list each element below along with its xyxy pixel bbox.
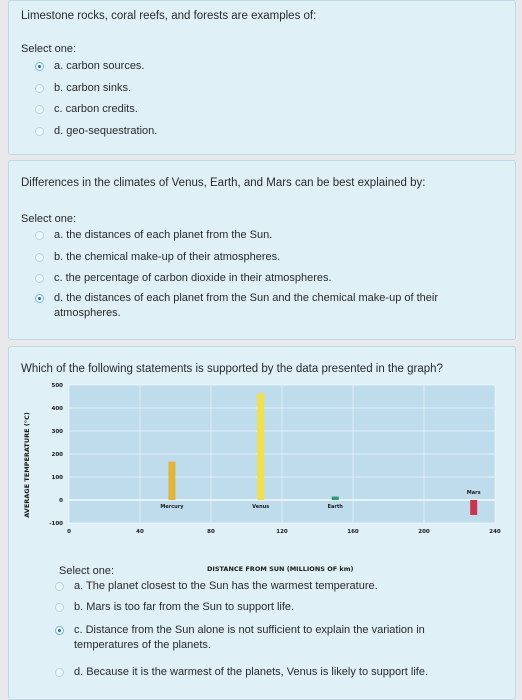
option-label: c. the percentage of carbon dioxide in their atmospheres. <box>54 272 332 284</box>
option-label: d. Because it is the warmest of the planets, Venus is likely to support life. <box>74 666 429 678</box>
radio-button[interactable] <box>35 253 44 262</box>
option-radio[interactable] <box>35 228 474 243</box>
y-axis-label: AVERAGE TEMPERATURE (°C) <box>23 412 31 518</box>
y-tick-label: 300 <box>51 429 63 435</box>
radio-button[interactable] <box>35 62 44 71</box>
question-text: Which of the following statements is supported by the data presented in the graph? <box>21 363 443 375</box>
question-text: Limestone rocks, coral reefs, and forests are examples of: <box>21 10 317 22</box>
select-one-label: Select one: <box>59 565 115 577</box>
data-label-earth: Earth <box>327 504 343 510</box>
radio-button[interactable] <box>35 127 44 136</box>
data-label-mercury: Mercury <box>160 504 184 510</box>
option-label: d. the distances of each planet from the Sun and the chemical make-up of their atmospheres. <box>54 292 439 319</box>
radio-button[interactable] <box>35 294 44 303</box>
x-tick-label: 160 <box>347 529 359 535</box>
bar-mars <box>470 500 477 515</box>
select-one-label: Select one: <box>21 213 77 225</box>
option-label: b. carbon sinks. <box>54 82 132 94</box>
option-radio[interactable] <box>35 250 474 265</box>
option-radio[interactable] <box>55 579 494 594</box>
option-radio[interactable] <box>35 124 474 139</box>
y-tick-label: -100 <box>49 521 63 527</box>
x-tick-label: 40 <box>136 529 144 535</box>
data-label-venus: Venus <box>252 504 270 510</box>
option-label: c. carbon credits. <box>54 103 138 115</box>
y-tick-label: 200 <box>51 452 63 458</box>
x-axis-label: DISTANCE FROM SUN (MILLIONS OF km) <box>207 565 354 573</box>
x-tick-label: 0 <box>67 529 71 535</box>
option-radio[interactable] <box>35 271 474 286</box>
option-label: a. carbon sources. <box>54 60 145 72</box>
radio-button[interactable] <box>55 582 64 591</box>
y-tick-labels <box>49 383 63 527</box>
x-tick-label: 200 <box>418 529 430 535</box>
radio-button[interactable] <box>55 668 64 677</box>
option-radio[interactable] <box>35 81 474 96</box>
x-tick-label: 120 <box>276 529 288 535</box>
option-label: b. the chemical make-up of their atmospheres. <box>54 251 281 263</box>
bar-venus <box>257 393 264 500</box>
question-card-1 <box>8 0 516 155</box>
radio-button[interactable] <box>55 603 64 612</box>
option-radio[interactable] <box>55 623 474 653</box>
radio-button[interactable] <box>35 84 44 93</box>
option-radio[interactable] <box>35 291 474 321</box>
option-radio[interactable] <box>55 600 494 615</box>
chart-grid <box>69 385 495 523</box>
question-text: Differences in the climates of Venus, Earth, and Mars can be best explained by: <box>21 177 426 189</box>
option-label: a. The planet closest to the Sun has the warmest temperature. <box>74 580 378 592</box>
question-card-3 <box>8 346 516 700</box>
option-label: a. the distances of each planet from the Sun. <box>54 229 273 241</box>
x-tick-label: 80 <box>207 529 215 535</box>
data-label-mars: Mars <box>466 490 481 496</box>
radio-button[interactable] <box>55 626 64 635</box>
y-tick-label: 400 <box>51 406 63 412</box>
bar-mercury <box>168 462 175 500</box>
question-card-2 <box>8 160 516 340</box>
y-tick-label: 0 <box>59 498 63 504</box>
option-radio[interactable] <box>55 665 494 680</box>
bar-earth <box>332 497 339 500</box>
option-label: c. Distance from the Sun alone is not sufficient to explain the variation in temperatures of the planets. <box>74 624 425 651</box>
select-one-label: Select one: <box>21 43 77 55</box>
option-label: b. Mars is too far from the Sun to support life. <box>74 601 295 613</box>
y-tick-label: 100 <box>51 475 63 481</box>
temperature-distance-chart <box>23 377 503 577</box>
y-tick-label: 500 <box>51 383 63 389</box>
option-radio[interactable] <box>35 102 474 117</box>
option-label: d. geo-sequestration. <box>54 125 158 137</box>
radio-button[interactable] <box>35 274 44 283</box>
radio-button[interactable] <box>35 231 44 240</box>
option-radio[interactable] <box>35 59 474 74</box>
radio-button[interactable] <box>35 105 44 114</box>
x-tick-label: 240 <box>489 529 501 535</box>
x-tick-labels <box>67 529 501 535</box>
